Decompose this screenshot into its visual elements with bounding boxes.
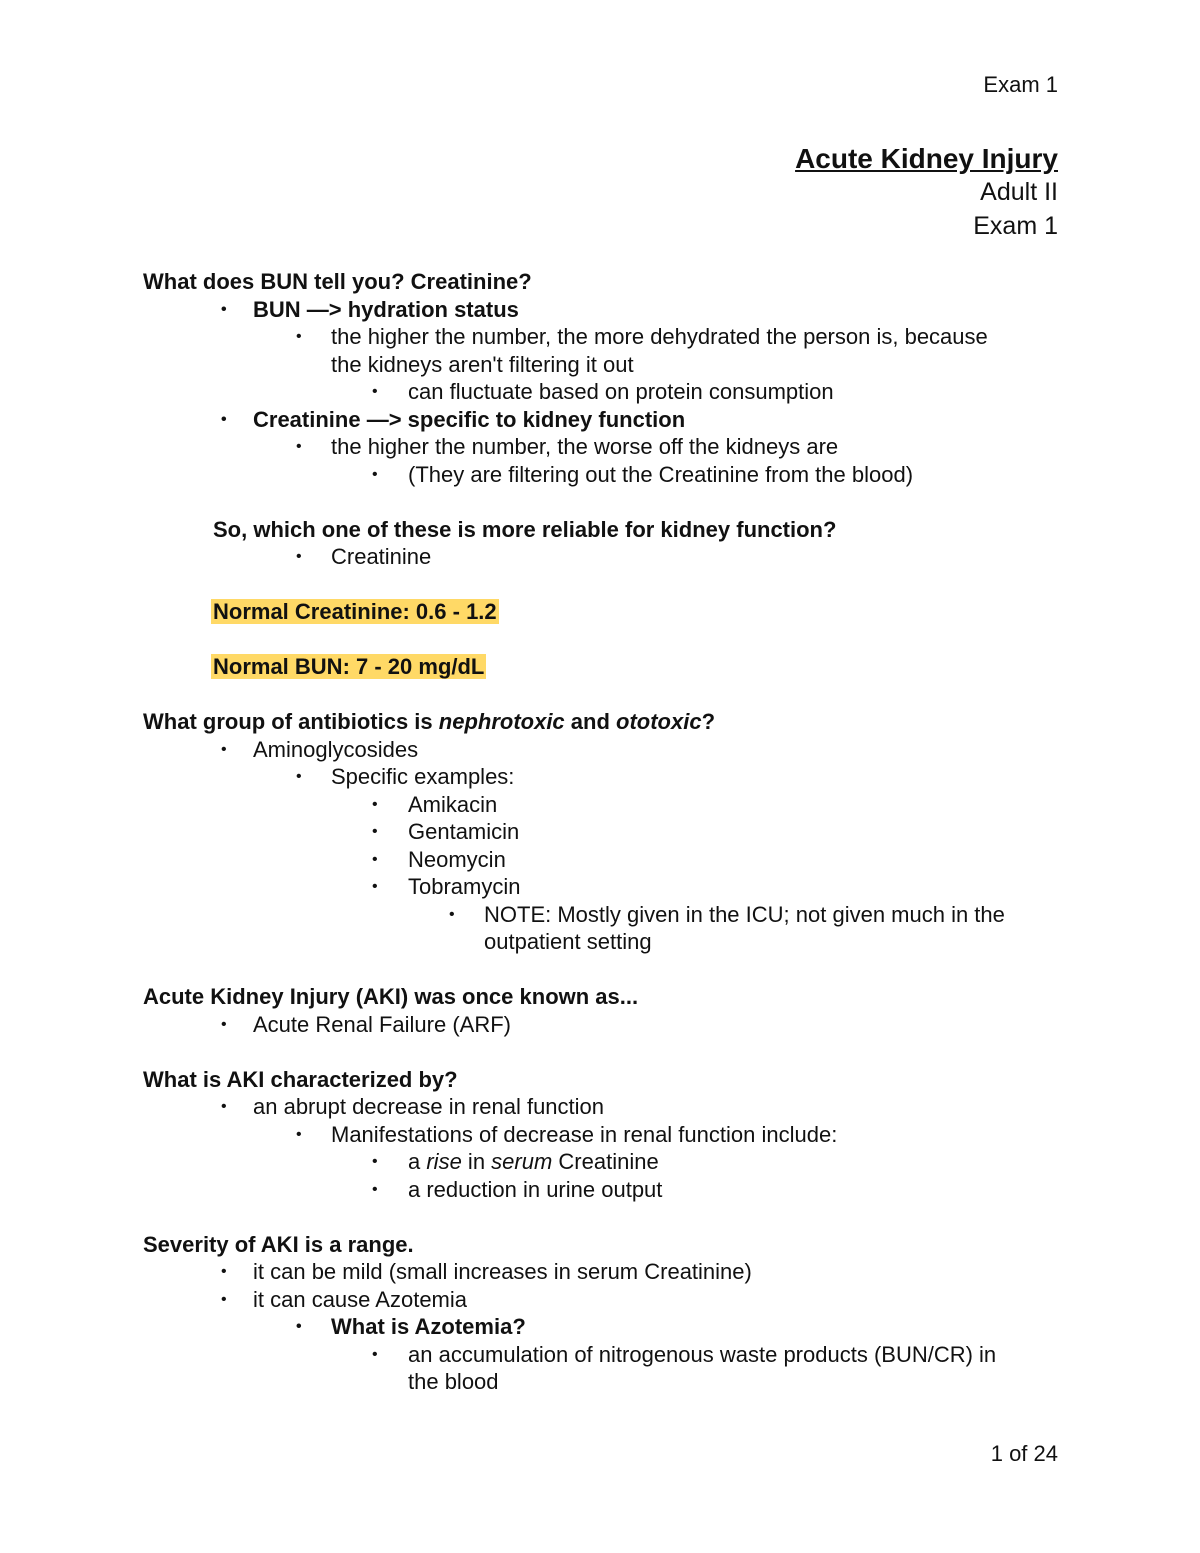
- course-name: Adult II: [980, 178, 1058, 206]
- list-item: • Creatinine: [296, 544, 432, 569]
- list-item: • it can be mild (small increases in serum Creatinine): [221, 1259, 752, 1284]
- bullet-icon: •: [221, 410, 227, 428]
- list-item: • an accumulation of nitrogenous waste products (BUN/CR) in the blood: [372, 1341, 997, 1394]
- list-item: • Creatinine —> specific to kidney function: [221, 406, 686, 432]
- page-number: 1 of 24: [990, 1441, 1058, 1466]
- list-item: • Specific examples:: [296, 764, 515, 789]
- bullet-icon: •: [372, 795, 378, 813]
- exam-label: Exam 1: [973, 212, 1058, 240]
- bullet-icon: •: [221, 1015, 227, 1033]
- list-item: • it can cause Azotemia: [221, 1286, 468, 1312]
- list-item: • the higher the number, the worse off the kidneys are: [296, 434, 839, 459]
- bullet-icon: •: [221, 740, 227, 758]
- bullet-icon: •: [372, 1153, 378, 1170]
- question-bun: What does BUN tell you? Creatinine?: [143, 269, 532, 294]
- list-item: • can fluctuate based on protein consumption: [372, 379, 834, 404]
- bullet-icon: •: [296, 328, 302, 345]
- bullet-icon: •: [372, 850, 378, 868]
- list-item: • NOTE: Mostly given in the ICU; not given much in the outpatient setting: [449, 901, 1005, 954]
- bullet-icon: •: [296, 768, 302, 785]
- list-item: • Amikacin: [372, 791, 498, 817]
- bullet-icon: •: [296, 1318, 302, 1335]
- running-header: Exam 1: [983, 72, 1058, 97]
- list-item: • Tobramycin: [372, 874, 521, 899]
- bullet-icon: •: [372, 383, 378, 400]
- bullet-icon: •: [372, 878, 378, 895]
- bullet-icon: •: [372, 1180, 378, 1198]
- normal-bun-note: Normal BUN: 7 - 20 mg/dL: [213, 654, 485, 679]
- bullet-icon: •: [221, 300, 227, 318]
- question-aki-characterized: What is AKI characterized by?: [143, 1066, 458, 1092]
- question-severity: Severity of AKI is a range.: [143, 1231, 414, 1257]
- bullet-icon: •: [372, 823, 378, 840]
- list-item: • BUN —> hydration status: [221, 296, 519, 322]
- list-item: • a reduction in urine output: [372, 1176, 663, 1202]
- bullet-icon: •: [372, 465, 378, 483]
- page-title: Acute Kidney Injury: [795, 143, 1058, 174]
- list-item: • Acute Renal Failure (ARF): [221, 1011, 511, 1037]
- question-aki-known: Acute Kidney Injury (AKI) was once known as...: [143, 984, 639, 1009]
- list-item: • (They are filtering out the Creatinine from the blood): [372, 461, 914, 487]
- list-item: • a rise in serum Creatinine: [372, 1149, 659, 1174]
- notes-body: [143, 268, 1058, 1396]
- bullet-icon: •: [449, 905, 455, 923]
- list-item: • the higher the number, the more dehydrated the person is, because the kidneys aren't filtering it out: [296, 324, 988, 377]
- list-item: • Gentamicin: [372, 819, 520, 844]
- list-item: • Neomycin: [372, 846, 506, 872]
- question-antibiotics: What group of antibiotics is nephrotoxic and ototoxic?: [143, 709, 716, 734]
- bullet-icon: •: [221, 1098, 227, 1115]
- bullet-icon: •: [296, 438, 302, 455]
- normal-creatinine-note: Normal Creatinine: 0.6 - 1.2: [213, 599, 497, 624]
- bullet-icon: •: [221, 1263, 227, 1280]
- bullet-icon: •: [296, 548, 302, 565]
- bullet-icon: •: [372, 1345, 378, 1363]
- list-item: • Manifestations of decrease in renal function include:: [296, 1121, 838, 1147]
- bullet-icon: •: [221, 1290, 227, 1308]
- question-reliable: So, which one of these is more reliable for kidney function?: [213, 516, 837, 542]
- list-item: • an abrupt decrease in renal function: [221, 1094, 605, 1119]
- list-item: • Aminoglycosides: [221, 736, 419, 762]
- list-item: • What is Azotemia?: [296, 1314, 526, 1339]
- bullet-icon: •: [296, 1125, 302, 1143]
